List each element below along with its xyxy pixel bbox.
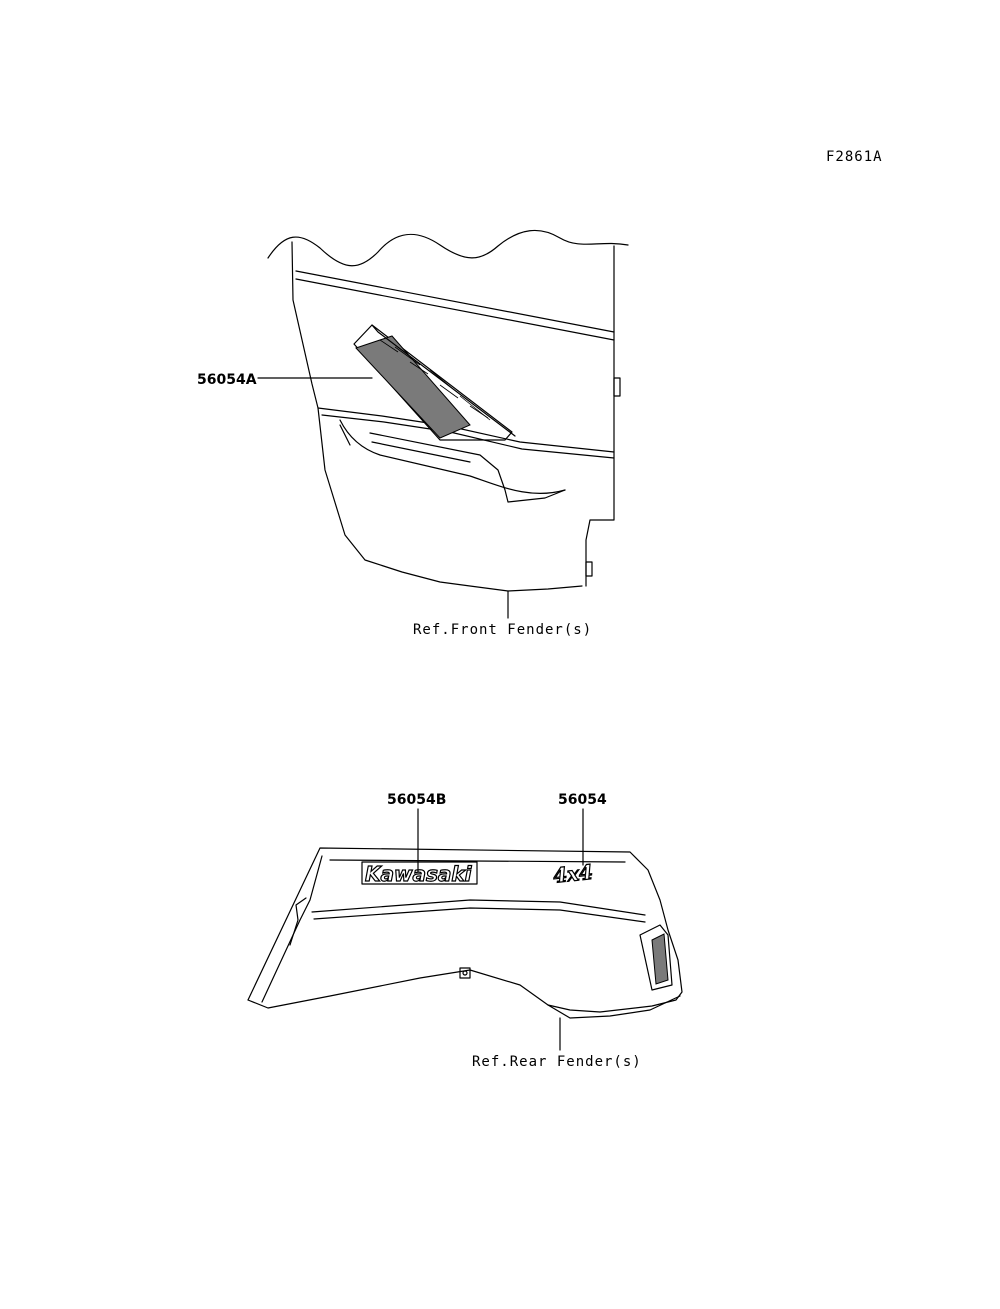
four-by-four-badge: 4x4 — [551, 859, 595, 888]
kawasaki-logo: Kawasaki — [365, 862, 472, 886]
rear-fender-drawing — [248, 848, 682, 1018]
front-fender-ref-label: Ref.Front Fender(s) — [413, 622, 593, 638]
figure-code: F2861A — [826, 149, 883, 165]
front-part-label: 56054A — [197, 372, 257, 388]
front-fender-drawing — [268, 230, 628, 591]
rear-fender-ref-label: Ref.Rear Fender(s) — [472, 1054, 642, 1070]
rear-left-part-label: 56054B — [387, 792, 447, 808]
rear-right-part-label: 56054 — [558, 792, 607, 808]
